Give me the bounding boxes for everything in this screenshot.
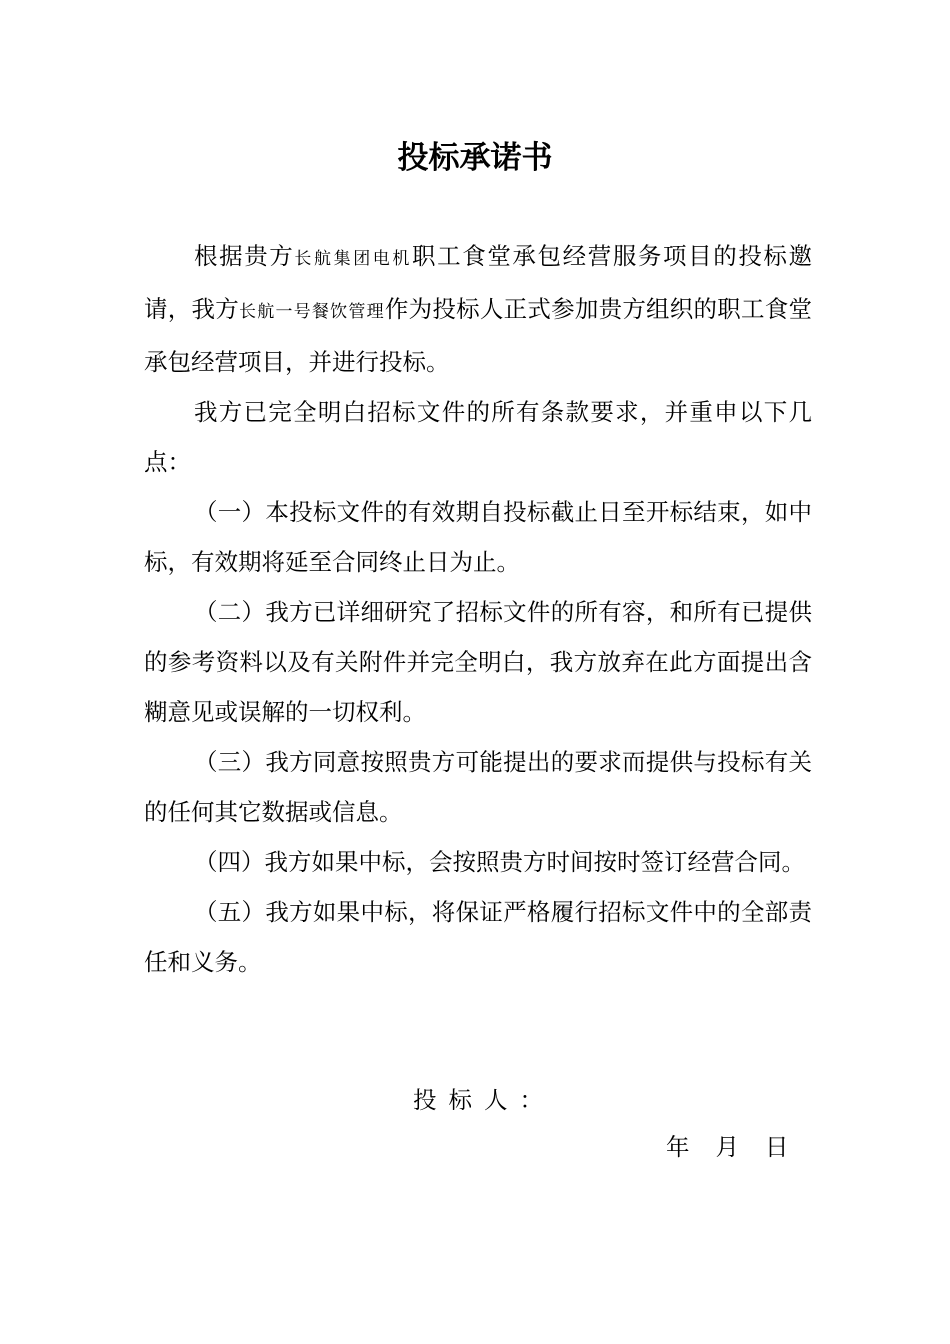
document-body [144,231,812,987]
item-paragraph-1: （一）本投标文件的有效期自投标截止日至开标结束，如中标，有效期将延至合同终止日为止。 [144,498,812,576]
item-paragraph-3: （三）我方同意按照贵方可能提出的要求而提供与投标有关的任何其它数据或信息。 [144,748,812,826]
intro-paragraph [144,231,812,387]
item-paragraph-2: （二）我方已详细研究了招标文件的所有容，和所有已提供的参考资料以及有关附件并完全明白，我方放弃在此方面提出含糊意见或误解的一切权利。 [144,598,812,726]
intro-before: 根据贵方 [194,242,295,270]
item-paragraph-5: （五）我方如果中标，将保证严格履行招标文件中的全部责任和义务。 [144,898,812,976]
date-month: 月 [715,1133,739,1161]
date-year: 年 [666,1133,690,1161]
statement-paragraph: 我方已完全明白招标文件的所有条款要求，并重申以下几点： [144,398,812,476]
date-line [666,1125,789,1169]
document-title: 投标承诺书 [397,140,553,176]
client-org-name: 长航集团电机 [294,249,413,269]
intro-middle: 职工食堂承包经营服务项目的投标邀请，我方 [144,242,813,323]
item-paragraph-4: （四）我方如果中标，会按照贵方时间按时签订经营合同。 [194,848,805,876]
signature-label: 投标人： [413,1086,555,1114]
bidder-org-name: 长航一号餐饮管理 [238,302,385,322]
intro-after: 作为投标人正式参加贵方组织的职工食堂承包经营项目，并进行投标。 [144,295,813,376]
date-day: 日 [765,1133,789,1161]
